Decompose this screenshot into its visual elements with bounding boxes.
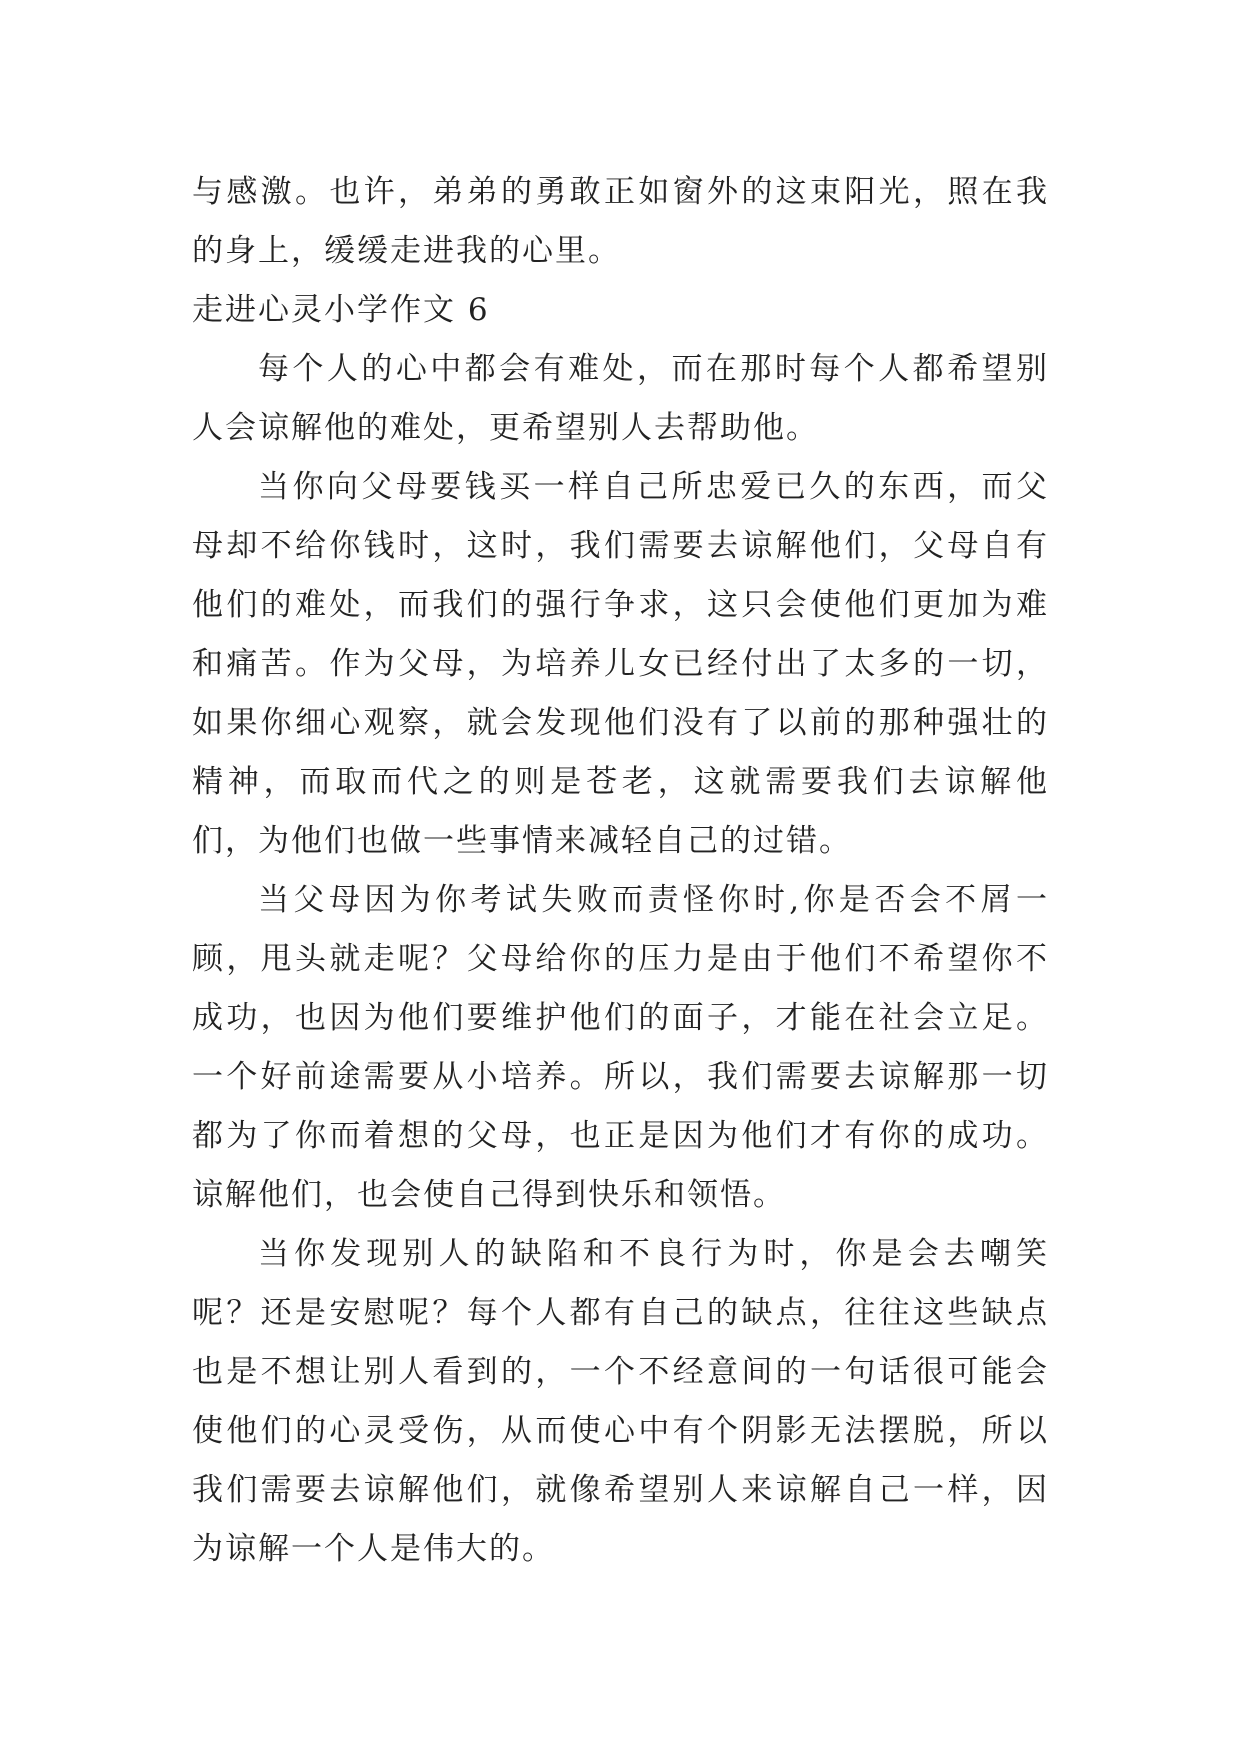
paragraph-1: 每个人的心中都会有难处，而在那时每个人都希望别人会谅解他的难处，更希望别人去帮助他。	[192, 351, 1049, 446]
paragraph-4: 当你发现别人的缺陷和不良行为时，你是会去嘲笑呢？还是安慰呢？每个人都有自己的缺点，往往这些缺点也是不想让别人看到的，一个不经意间的一句话很可能会使他们的心灵受伤，从而使心中有个阴影无法摆脱，所以我们需要去谅解他们，就像希望别人来谅解自己一样，因为谅解一个人是伟大的。	[192, 1236, 1049, 1567]
paragraph-2: 当你向父母要钱买一样自己所忠爱已久的东西，而父母却不给你钱时，这时，我们需要去谅解他们，父母自有他们的难处，而我们的强行争求，这只会使他们更加为难和痛苦。作为父母，为培养儿女已经付出了太多的一切，如果你细心观察，就会发现他们没有了以前的那种强壮的精神，而取而代之的则是苍老，这就需要我们去谅解他们，为他们也做一些事情来减轻自己的过错。	[192, 469, 1049, 859]
document-body	[192, 163, 1049, 1579]
intro-paragraph: 与感激。也许，弟弟的勇敢正如窗外的这束阳光，照在我的身上，缓缓走进我的心里。	[192, 174, 1049, 269]
paragraph-3: 当父母因为你考试失败而责怪你时,你是否会不屑一顾，甩头就走呢？父母给你的压力是由于他们不希望你不成功，也因为他们要维护他们的面子，才能在社会立足。一个好前途需要从小培养。所以，我们需要去谅解那一切都为了你而着想的父母，也正是因为他们才有你的成功。谅解他们，也会使自己得到快乐和领悟。	[192, 882, 1049, 1213]
section-title: 走进心灵小学作文 6	[192, 292, 490, 328]
